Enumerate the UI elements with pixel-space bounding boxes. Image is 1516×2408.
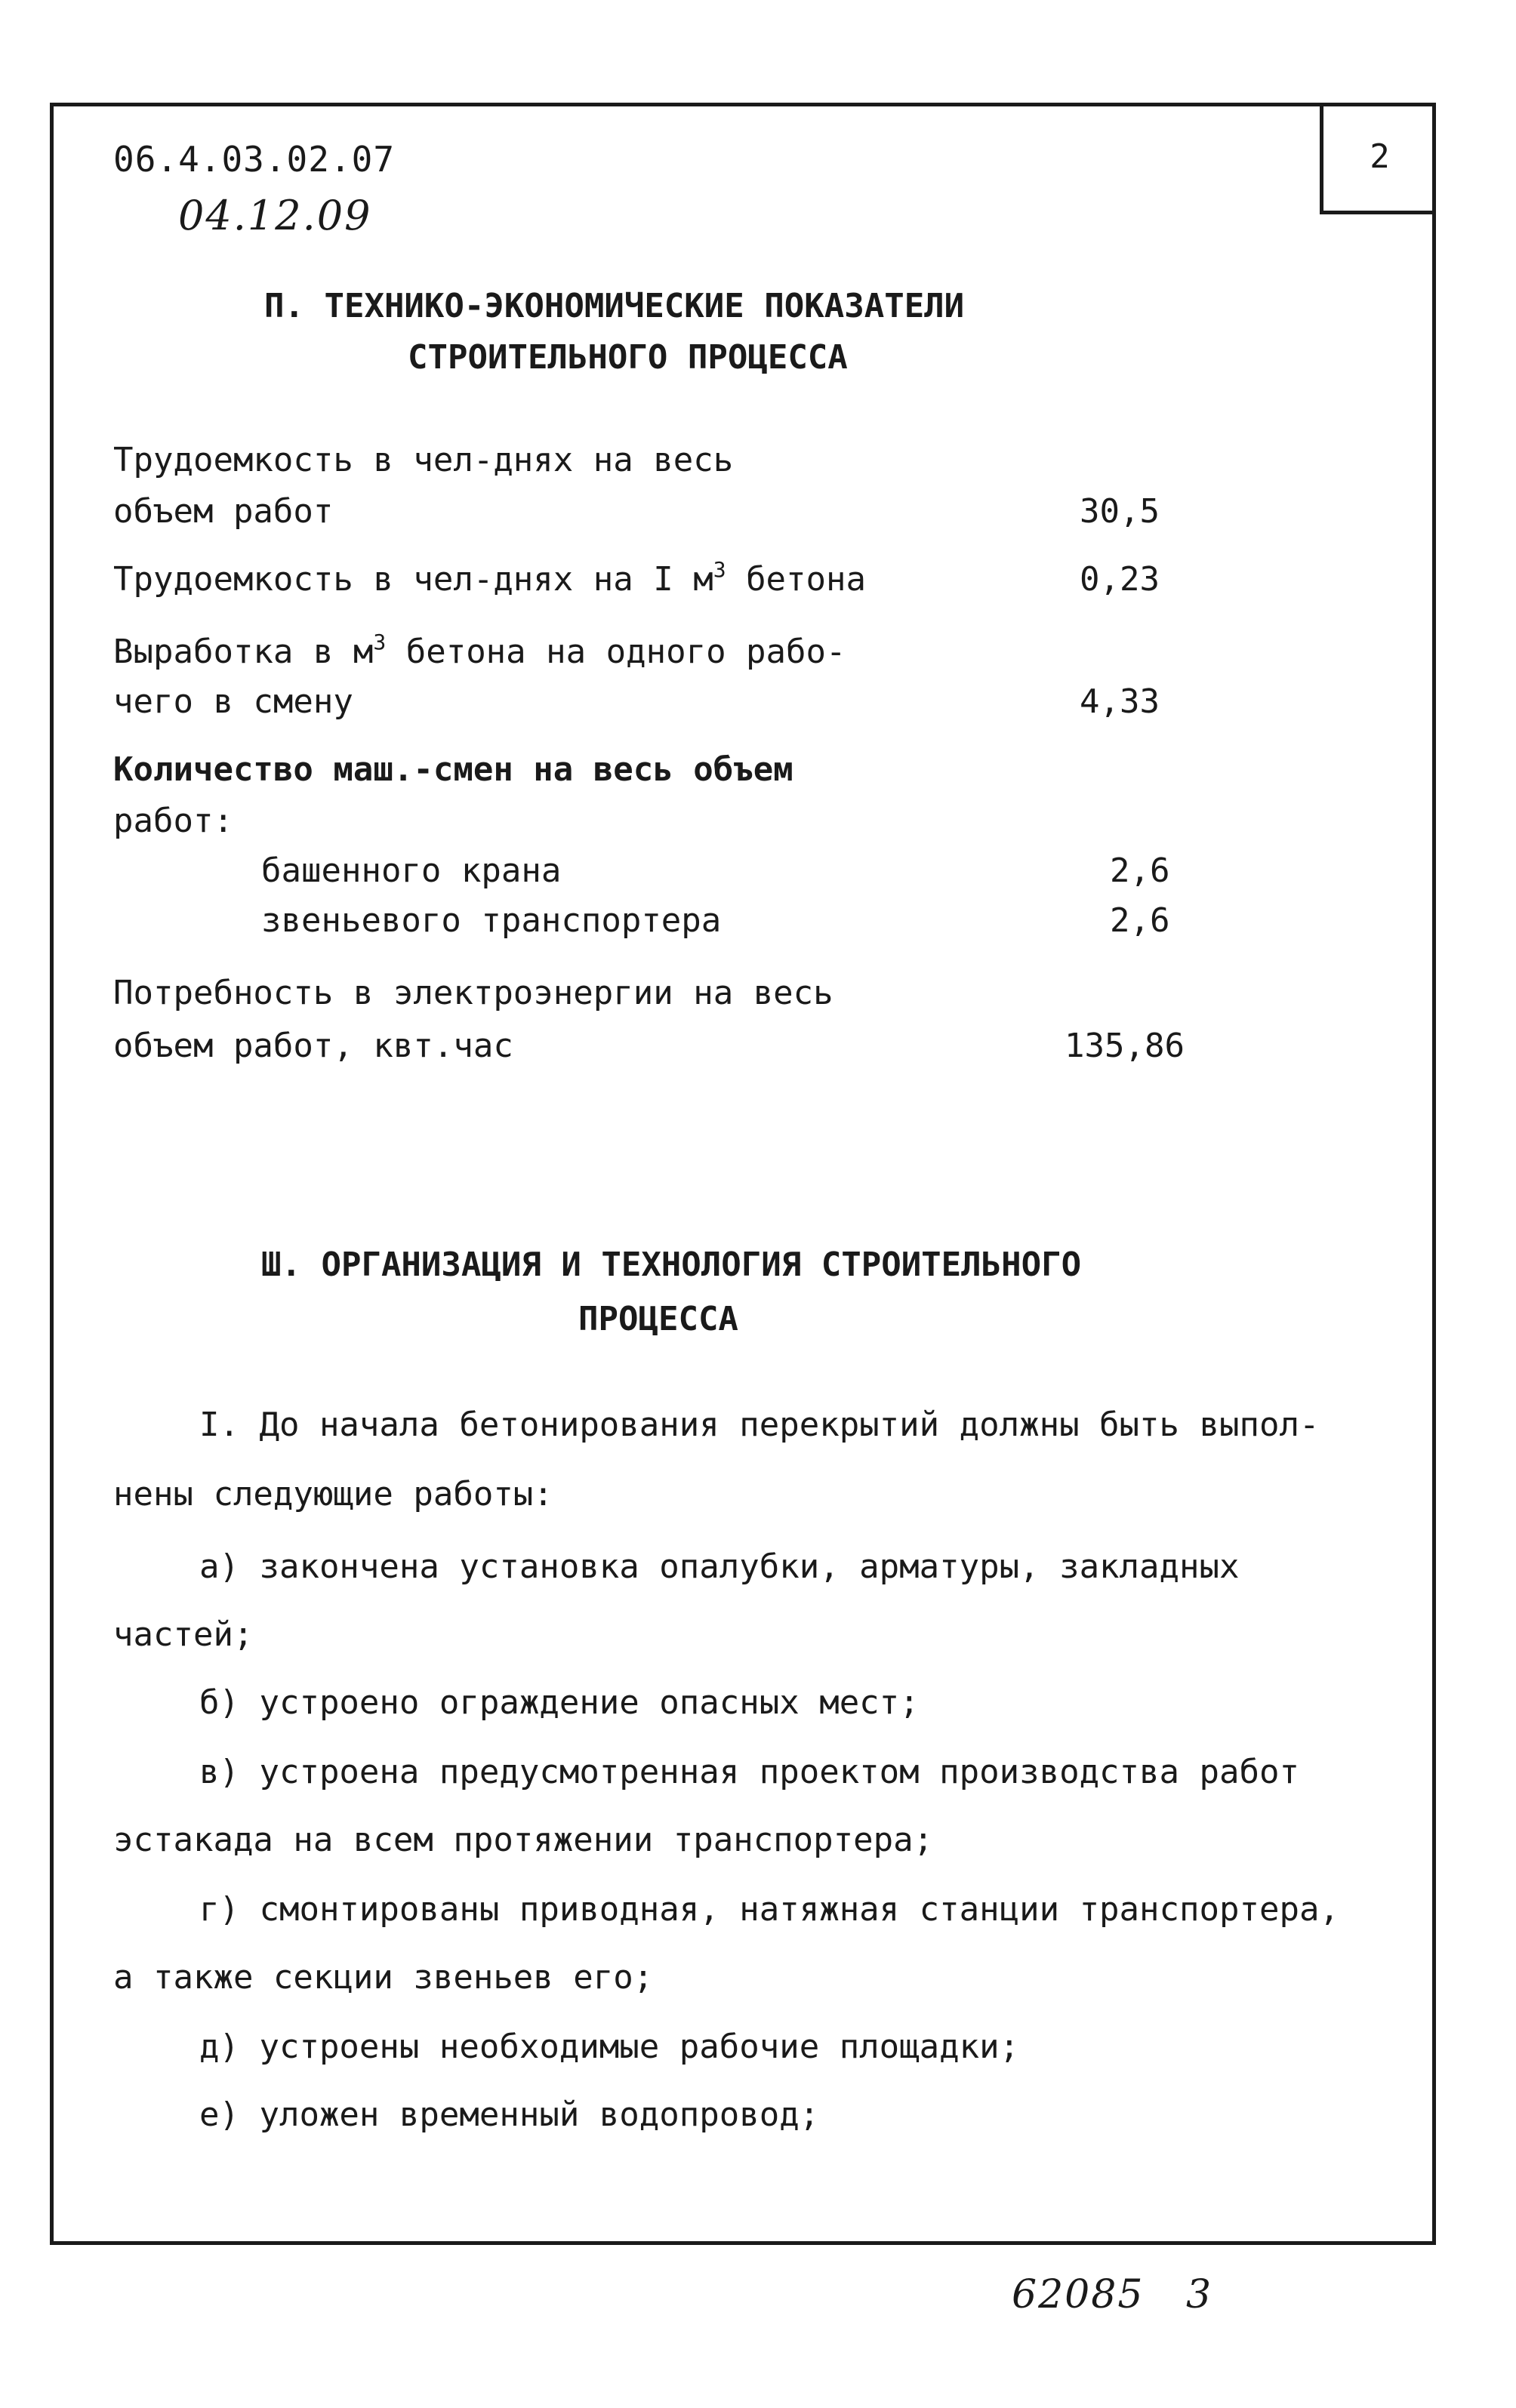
list-item: эстакада на всем протяжении транспортера; — [113, 1821, 934, 1859]
document-code: 06.4.03.02.07 — [113, 139, 396, 180]
list-item: б) устроено ограждение опасных мест; — [199, 1683, 920, 1722]
list-item: е) уложен временный водопровод; — [199, 2095, 820, 2134]
paragraph-line: I. До начала бетонирования перекрытий должны быть выпол- — [199, 1406, 1320, 1444]
indicator-label: Трудоемкость в чел-днях на I $м^3$ бетона — [113, 557, 867, 599]
paragraph-line: нены следующие работы: — [113, 1475, 553, 1513]
list-item: г) смонтированы приводная, натяжная станции транспортера, — [199, 1890, 1339, 1929]
indicator-subitem-label: башенного крана — [261, 851, 562, 890]
indicator-value: 4,33 — [1080, 682, 1160, 721]
indicator-label: чего в смену — [113, 682, 353, 721]
indicator-label: Выработка в $м^3$ бетона на одного рабо- — [113, 630, 846, 671]
indicator-label: объем работ, квт.час — [113, 1027, 513, 1065]
list-item: д) устроены необходимые рабочие площадки; — [199, 2028, 1020, 2066]
page-number: 2 — [1320, 103, 1436, 214]
indicator-value: 30,5 — [1080, 492, 1160, 531]
handwritten-date: 04.12.09 — [178, 192, 372, 239]
indicator-value: 0,23 — [1080, 560, 1160, 599]
indicator-label: Количество маш.-смен на весь объем — [113, 750, 793, 789]
indicator-label: Трудоемкость в чел-днях на весь — [113, 441, 734, 479]
list-item: а) закончена установка опалубки, арматуры, закладных — [199, 1547, 1240, 1586]
section-3-heading-line2: ПРОЦЕССА — [578, 1300, 738, 1338]
indicator-value: 2,6 — [1110, 901, 1170, 940]
indicator-label: объем работ — [113, 492, 334, 531]
list-item: в) устроена предусмотренная проектом производства работ — [199, 1753, 1299, 1791]
footer-stamp: 62085 3 — [1012, 2272, 1213, 2317]
indicator-label: работ: — [113, 802, 233, 840]
indicator-label: Потребность в электроэнергии на весь — [113, 974, 833, 1012]
section-2-heading-line2: СТРОИТЕЛЬНОГО ПРОЦЕССА — [408, 338, 848, 377]
indicator-value: 2,6 — [1110, 851, 1170, 890]
section-2-heading-line1: П. ТЕХНИКО-ЭКОНОМИЧЕСКИЕ ПОКАЗАТЕЛИ — [264, 287, 965, 325]
indicator-subitem-label: звеньевого транспортера — [261, 901, 722, 940]
list-item: частей; — [113, 1615, 254, 1654]
indicator-value: 135,86 — [1065, 1027, 1185, 1065]
list-item: а также секции звеньев его; — [113, 1958, 654, 1997]
section-3-heading-line1: Ш. ОРГАНИЗАЦИЯ И ТЕХНОЛОГИЯ СТРОИТЕЛЬНОГО — [261, 1246, 1082, 1284]
